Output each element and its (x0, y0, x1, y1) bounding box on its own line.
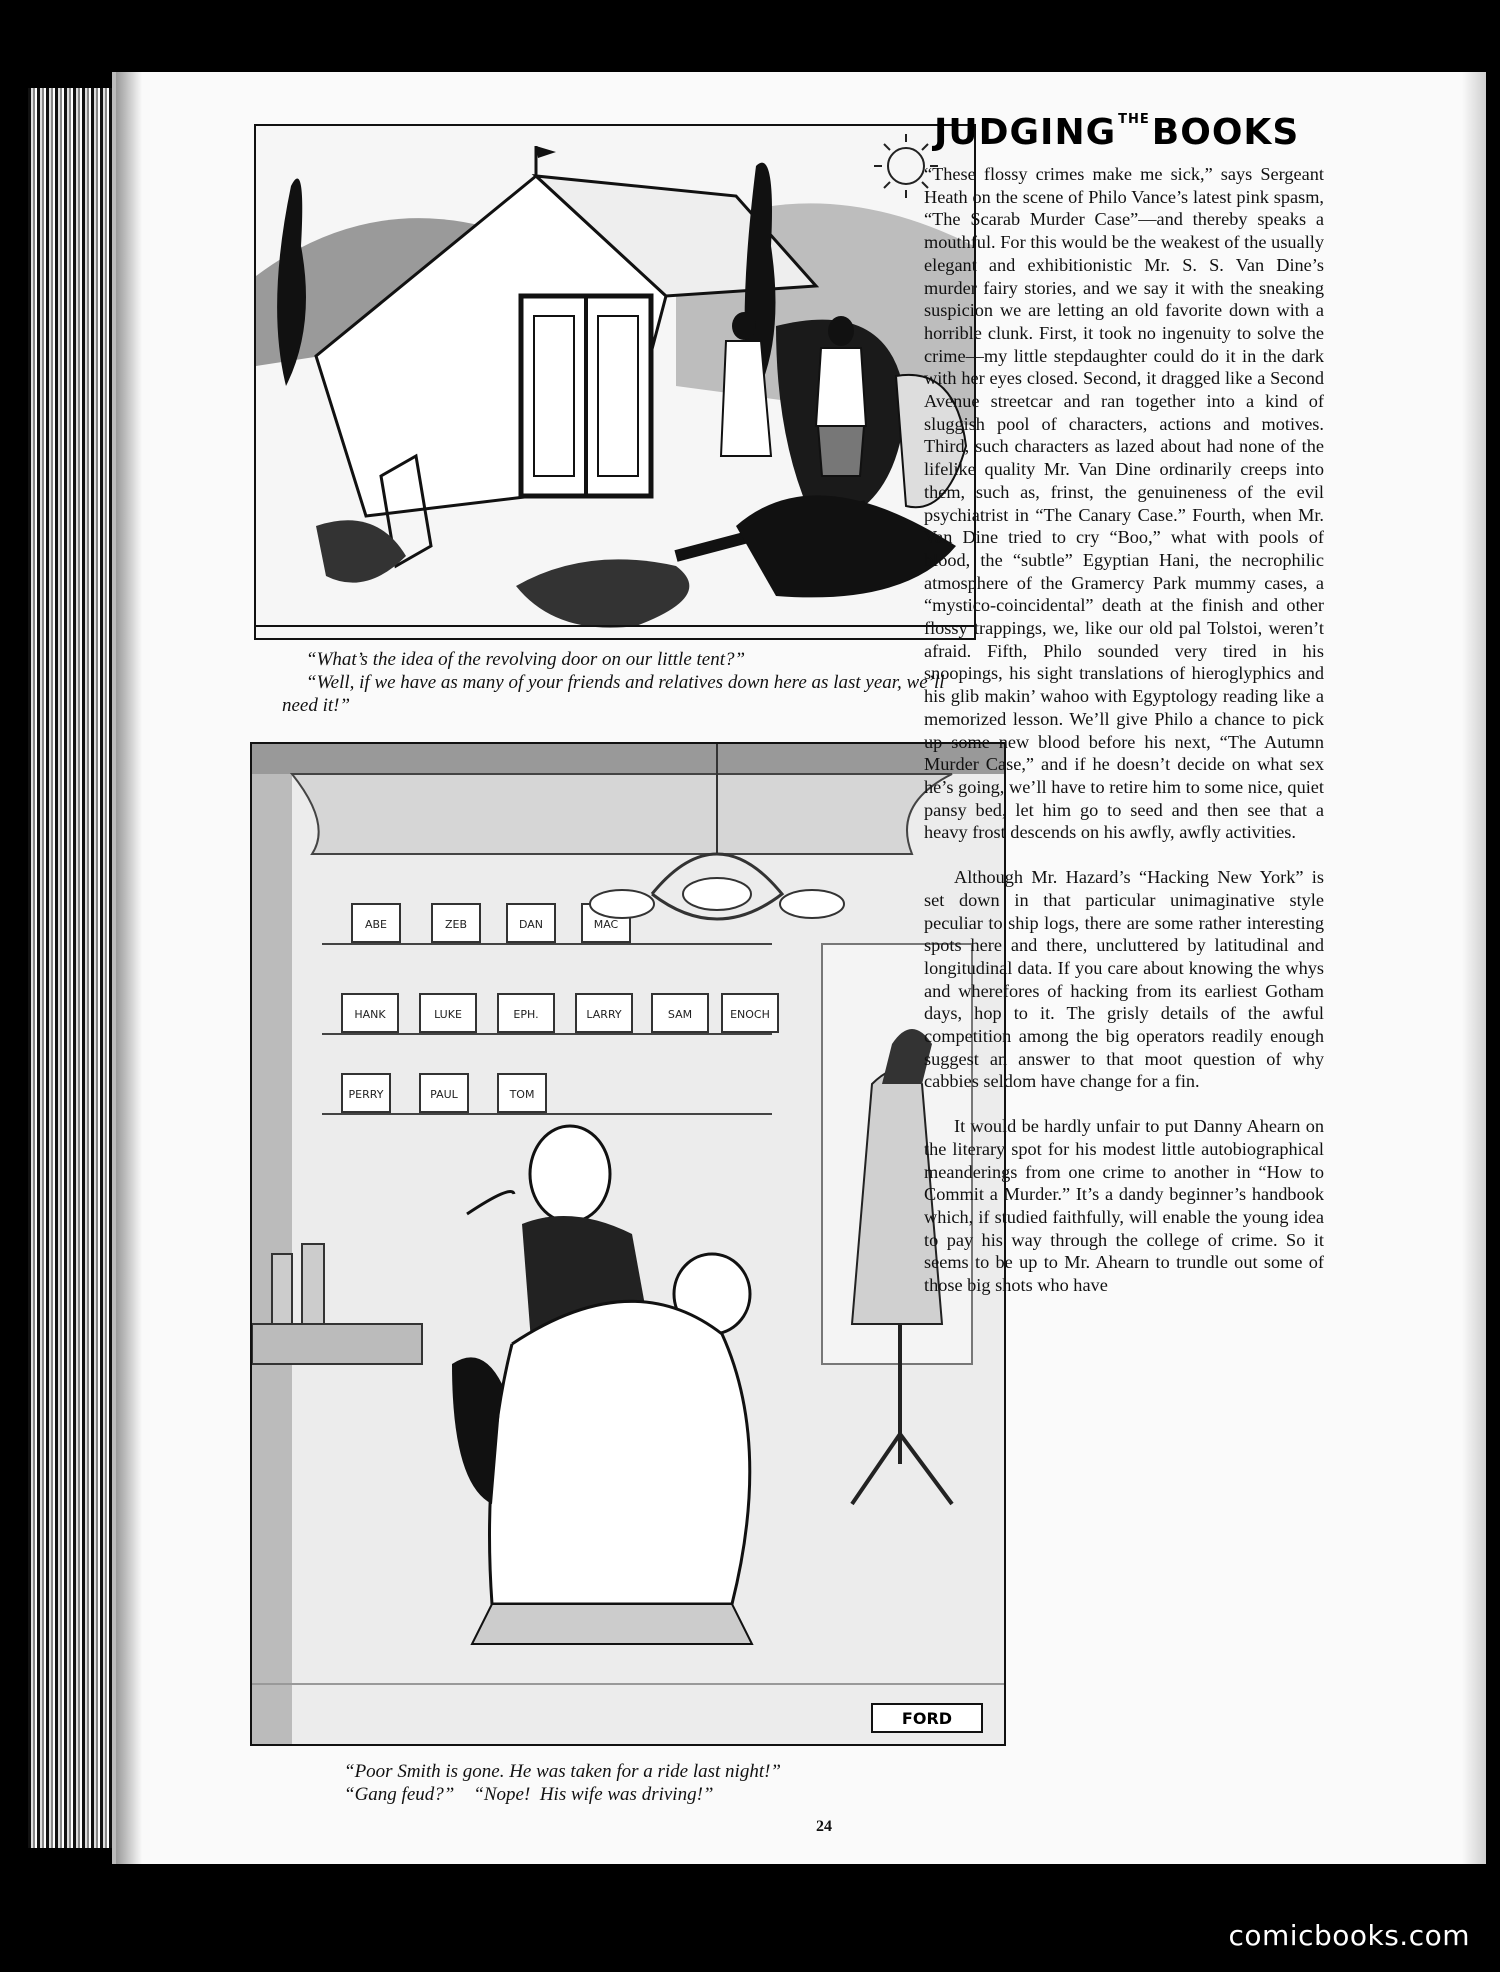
review-paragraph-hacking: Although Mr. Hazard’s “Hacking New York” is set down in that particular unimaginative style peculiar to ship logs, there are some rather interesting spots here and there, uncluttered by latitudinal and longitudinal data. If you care about knowing the whys and wherefores of hacking from its earliest Gotham days, hop to it. The grisly details of the awful competition among the big operators readily enough suggest an answer to that moot question of why cabbies seldom have change for a fin. (924, 867, 1324, 1092)
jar-label-tom: TOM (509, 1088, 535, 1101)
review-paragraph-scarab: “These flossy crimes make me sick,” says Sergeant Heath on the scene of Philo Vance’s latest pink spasm, “The Scarab Murder Case”—and thereby speaks a mouthful. For this would be the weakest of the usually elegant and exhibitionistic Mr. S. S. Van Dine’s murder fairy stories, and we say it with the sneaking suspicion we are letting an old favorite down with a horrible clunk. First, it took no ingenuity to solve the crime—my little stepdaughter could do it in the dark with her eyes closed. Second, it dragged like a Second Avenue streetcar and ran together into a kind of sluggish pool of characters, actions and motives. Third, such characters as lazed about had none of the lifelike quality Mr. Van Dine ordinarily creeps into them, such as, frinst, the genuineness of the evil psychiatrist in “The Canary Case.” Fourth, when Mr. Van Dine tried to cry “Boo,” what with pools of blood, the “subtle” Egyptian Hani, the necrophilic atmosphere of the Gramercy Park mummy cases, a “mystico-coincidental” death at the finish and other flossy trappings, we, like our old pal Tolstoi, weren’t afraid. Fifth, Philo sounded very tired in his snoopings, his sight translations of hieroglyphics and his glib makin’ wahoo with Egyptology reading like a memorized lesson. We’ll give Philo a chance to pick up some new blood before his next, “The Autumn Murder Case,” and if he doesn’t decide on what sex he’s going, we’ll have to retire him to some nice, quiet pansy bed, let him go to seed and then see that a heavy frost descends on his awfly, awfly activities. (924, 164, 1324, 843)
jar-label-perry: PERRY (348, 1088, 384, 1101)
jar-label-larry: LARRY (586, 1008, 622, 1021)
barber-illustration (252, 744, 1004, 1744)
review-paragraph-murder: It would be hardly unfair to put Danny Ahearn on the literary spot for his modest little autobiographical meanderings from one crime to another in “How to Commit a Murder.” It’s a dandy beginner’s handbook which, if studied faithfully, will enable the young idea to pay his way through the college of crime. So it seems to be up to Mr. Ahearn to trundle out some of those big shots who have (924, 1116, 1324, 1296)
jar-label-zeb: ZEB (444, 918, 468, 931)
jar-label-dan: DAN (518, 918, 544, 931)
jar-label-mac: MAC (593, 918, 619, 931)
masthead-judging: JUDGING (934, 112, 1117, 153)
barber-caption-line2: “Gang feud?” “Nope! His wife was driving!” (344, 1784, 714, 1805)
gutter-shadow (116, 72, 142, 1864)
tent-caption-line2: “Well, if we have as many of your friends and relatives down here as last year, we’ll need it!” (282, 672, 945, 716)
barber-cartoon-caption (344, 1760, 964, 1806)
jar-label-paul: PAUL (430, 1088, 458, 1101)
jar-label-sam: SAM (667, 1008, 693, 1021)
masthead-the: THE (1118, 112, 1150, 127)
tent-cartoon-caption (282, 648, 972, 717)
page-number: 24 (816, 1818, 832, 1835)
jar-label-eph: EPH. (513, 1008, 539, 1021)
tent-cartoon (254, 124, 976, 640)
jar-label-hank: HANK (354, 1008, 386, 1021)
section-masthead (934, 112, 1324, 153)
jar-label-luke: LUKE (434, 1008, 462, 1021)
barber-cartoon (250, 742, 1006, 1746)
page-edge-shadow (1462, 72, 1486, 1864)
review-column (924, 112, 1324, 1319)
site-watermark: comicbooks.com (1228, 1919, 1470, 1952)
book-page-edges (28, 88, 118, 1848)
tent-caption-line1: “What’s the idea of the revolving door on our little tent?” (306, 649, 746, 670)
jar-label-enoch: ENOCH (730, 1008, 770, 1021)
barber-caption-line1: “Poor Smith is gone. He was taken for a ride last night!” (344, 1761, 781, 1782)
tent-illustration (256, 126, 974, 638)
jar-label-abe: ABE (364, 918, 388, 931)
masthead-books: BOOKS (1151, 112, 1300, 153)
cartoonist-signature: FORD (901, 1709, 953, 1728)
